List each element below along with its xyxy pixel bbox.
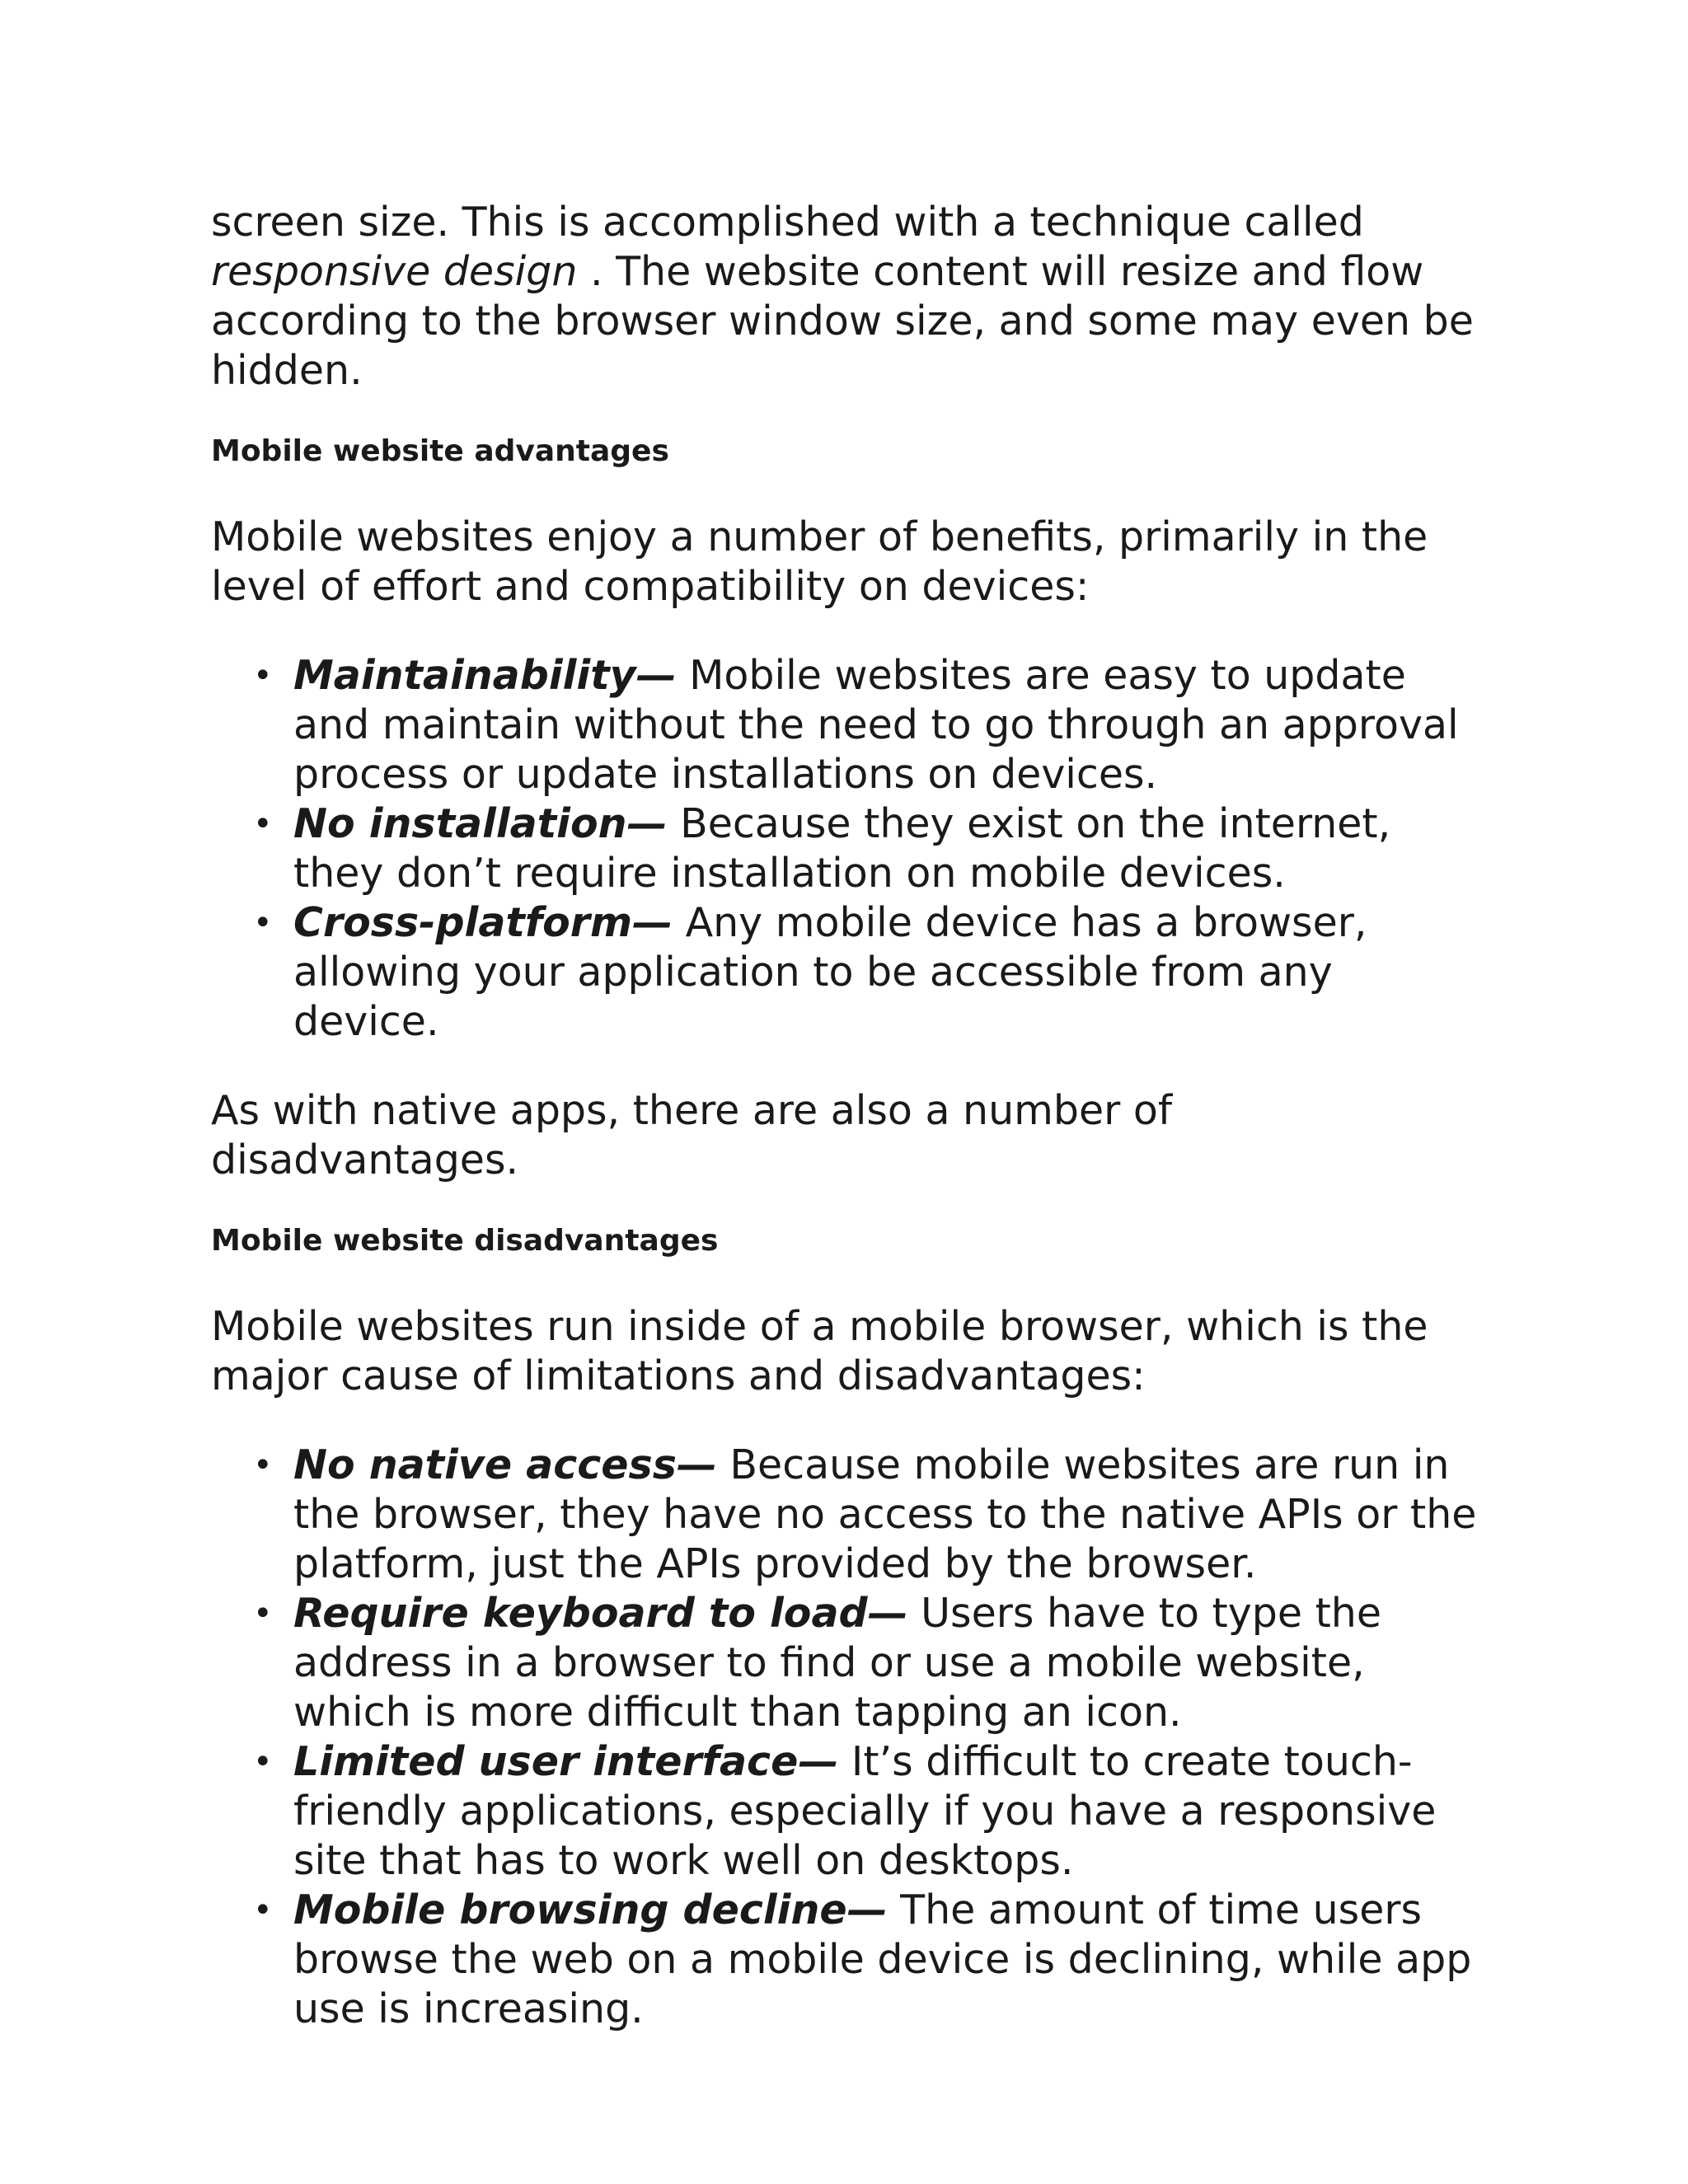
advantages-heading: Mobile website advantages — [211, 434, 669, 468]
item-text: Because they exist on the internet, they don’t require installation on mobile devices. — [293, 800, 1391, 897]
item-term: Limited user interface— — [293, 1738, 839, 1785]
document-page — [211, 198, 1480, 2034]
bullet-icon: • — [253, 1891, 273, 1929]
item-term: No native access— — [293, 1441, 717, 1488]
advantages-list — [211, 651, 1480, 1047]
disadvantages-lead: Mobile websites run inside of a mobile browser, which is the major cause of limitations and disadvantages: — [211, 1303, 1428, 1399]
intro-paragraph — [211, 198, 1480, 396]
bullet-icon: • — [253, 657, 273, 695]
bullet-icon: • — [253, 1446, 273, 1484]
item-text: It’s difficult to create touch-friendly applications, especially if you have a responsive site that has to work well on desktops. — [293, 1738, 1437, 1884]
list-item — [211, 1886, 1480, 2034]
bullet-icon: • — [253, 1595, 273, 1633]
intro-emphasis: responsive design — [211, 248, 578, 295]
disadvantages-heading: Mobile website disadvantages — [211, 1224, 719, 1258]
item-term: Maintainability— — [293, 652, 677, 699]
list-item — [211, 1737, 1480, 1886]
item-text: Users have to type the address in a browser to find or use a mobile website, which is more difficult than tapping an icon. — [293, 1590, 1381, 1736]
intro-text-end: . The website content will resize and flow according to the browser window size, and some may even be hidden. — [211, 248, 1474, 394]
advantages-lead: Mobile websites enjoy a number of benefits, primarily in the level of effort and compatibility on devices: — [211, 513, 1428, 610]
item-term: Mobile browsing decline— — [293, 1886, 888, 1933]
list-item — [211, 651, 1480, 799]
disadvantages-list — [211, 1441, 1480, 2034]
item-term: Cross-platform— — [293, 899, 673, 946]
bullet-icon: • — [253, 1743, 273, 1781]
advantages-closing: As with native apps, there are also a number of disadvantages. — [211, 1087, 1173, 1183]
item-term: Require keyboard to load— — [293, 1590, 908, 1637]
list-item — [211, 1589, 1480, 1737]
list-item — [211, 898, 1480, 1047]
item-text: The amount of time users browse the web on a mobile device is declining, while app use is increasing. — [293, 1886, 1472, 2032]
list-item — [211, 1441, 1480, 1589]
bullet-icon: • — [253, 904, 273, 942]
item-text: Any mobile device has a browser, allowing your application to be accessible from any device. — [293, 899, 1367, 1045]
list-item — [211, 799, 1480, 898]
item-text: Because mobile websites are run in the browser, they have no access to the native APIs or the platform, just the APIs provided by the browser. — [293, 1441, 1477, 1587]
bullet-icon: • — [253, 805, 273, 843]
item-term: No installation— — [293, 800, 668, 847]
intro-text: screen size. This is accomplished with a technique called — [211, 199, 1364, 246]
item-text: Mobile websites are easy to update and maintain without the need to go through an approval process or update installations on devices. — [293, 652, 1459, 798]
